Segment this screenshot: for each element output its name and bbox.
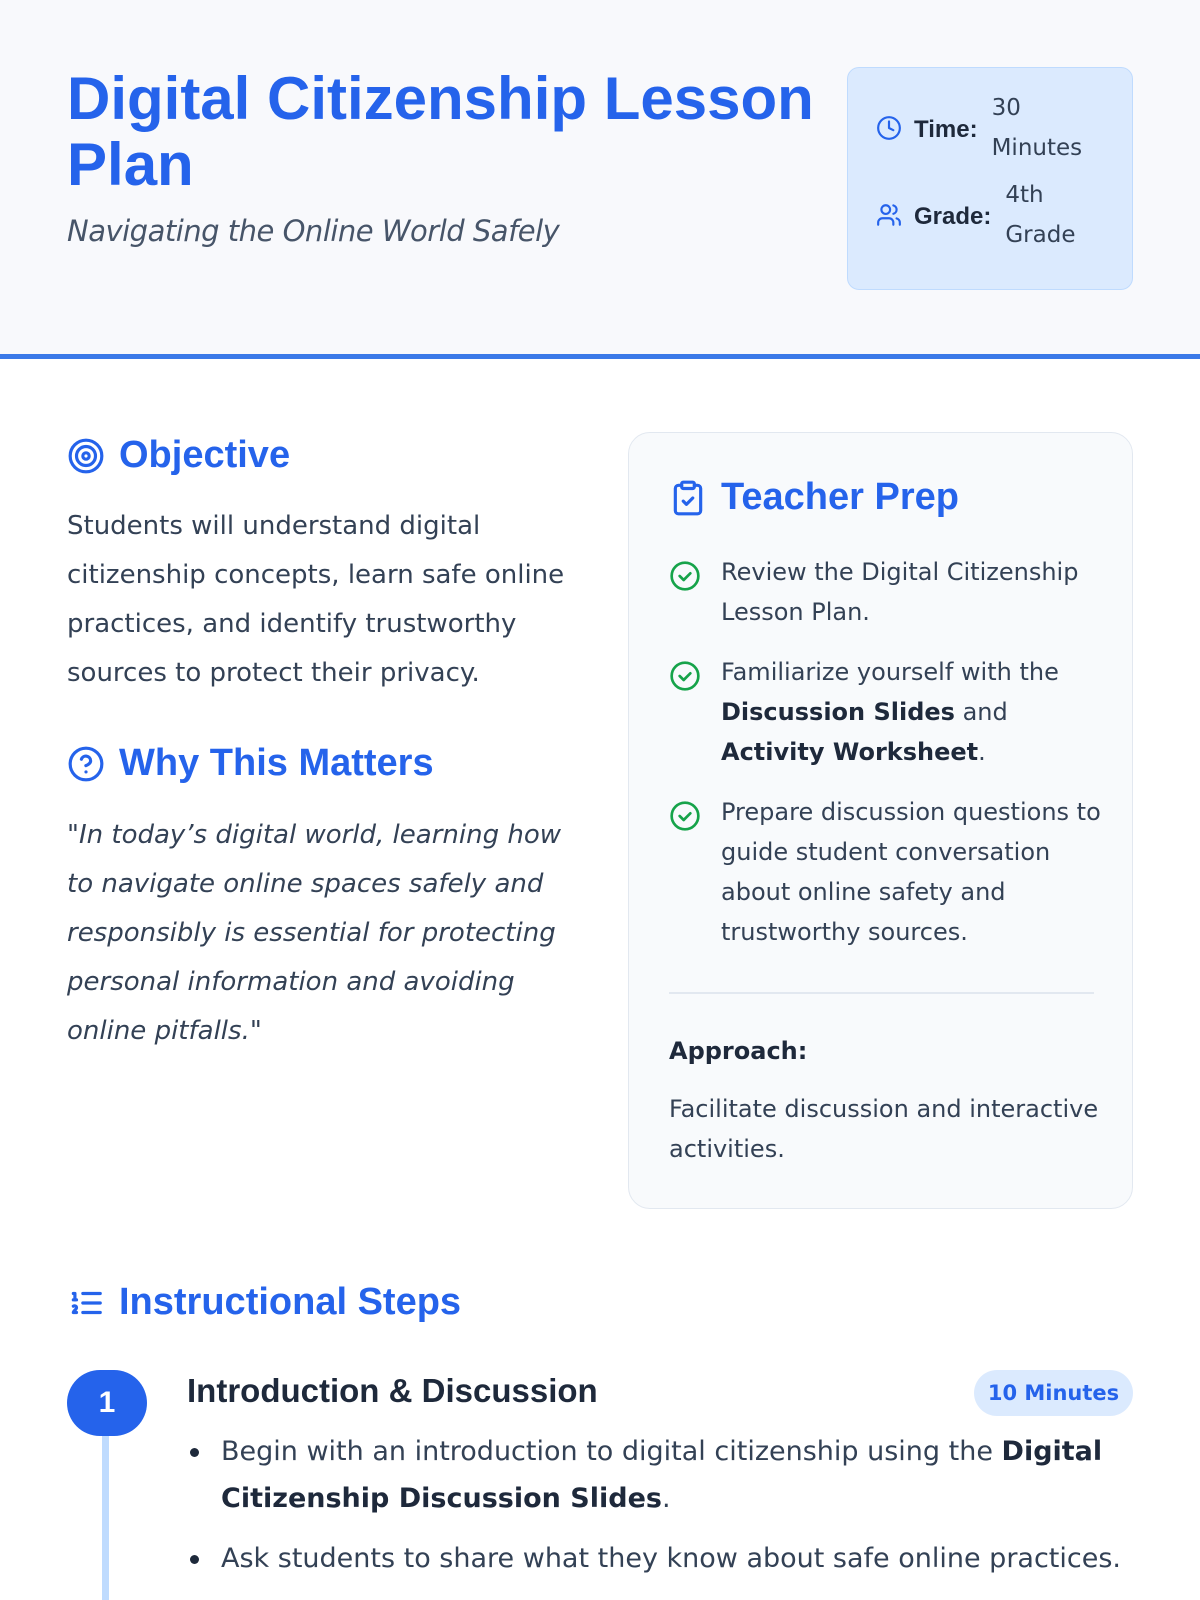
grade-label: Grade: xyxy=(914,203,992,230)
prep-item-text: Prepare discussion questions to guide student conversation about online safety and trustworthy sources. xyxy=(721,798,1101,946)
prep-item xyxy=(669,552,1109,632)
discussion-slides-ref: Digital Citizenship Discussion Slides xyxy=(221,1436,1103,1514)
step-timeline xyxy=(102,1430,109,1600)
check-circle-icon xyxy=(669,660,701,692)
approach-label: Approach: xyxy=(669,1037,808,1065)
teacher-prep-card xyxy=(628,432,1133,1209)
step-bullet: Begin with an introduction to digital citizenship using the Digital Citizenship Discussion Slides. xyxy=(187,1428,1133,1522)
page-title: Digital Citizenship Lesson Plan xyxy=(67,65,814,198)
check-circle-icon xyxy=(669,560,701,592)
step-duration-badge: 10 Minutes xyxy=(974,1370,1133,1416)
check-circle-icon xyxy=(669,800,701,832)
activity-worksheet-label: Activity Worksheet xyxy=(721,738,979,766)
why-heading xyxy=(67,742,434,785)
prep-divider xyxy=(669,992,1094,994)
step-bullet: Ask students to share what they know about safe online practices. xyxy=(187,1535,1133,1582)
prep-item xyxy=(669,652,1109,772)
time-value: 30 Minutes xyxy=(991,95,1083,161)
step-bullet-list xyxy=(187,1428,1133,1595)
step-number: 1 xyxy=(67,1370,147,1436)
list-ordered-icon xyxy=(67,1284,105,1322)
approach-text: Facilitate discussion and interactive activities. xyxy=(669,1095,1099,1163)
users-icon xyxy=(876,202,902,228)
clock-icon xyxy=(876,115,902,141)
lesson-header xyxy=(0,0,1200,359)
grade-value: 4th Grade xyxy=(1005,182,1076,248)
steps-heading xyxy=(67,1281,461,1324)
target-icon xyxy=(67,437,105,475)
why-quote: "In today’s digital world, learning how to navigate online spaces safely and responsibly is essential for protecting personal information and avoiding online pitfalls." xyxy=(67,820,561,1046)
prep-item-text: Review the Digital Citizenship Lesson Plan. xyxy=(721,558,1079,626)
discussion-slides-label: Discussion Slides xyxy=(721,698,955,726)
objective-heading xyxy=(67,434,290,477)
teacher-prep-heading-text: Teacher Prep xyxy=(721,476,959,518)
objective-heading-text: Objective xyxy=(119,434,291,476)
grade-row xyxy=(876,175,1115,255)
time-row xyxy=(876,88,1102,168)
why-heading-text: Why This Matters xyxy=(119,742,434,784)
objective-text: Students will understand digital citizenship concepts, learn safe online practices, and identify trustworthy sources to protect their privacy. xyxy=(67,511,565,688)
clipboard-check-icon xyxy=(669,479,707,517)
prep-item-text: Familiarize yourself with the Discussion Slides and Activity Worksheet. xyxy=(721,658,1059,766)
help-circle-icon xyxy=(67,745,105,783)
lesson-meta-box xyxy=(847,67,1133,290)
steps-heading-text: Instructional Steps xyxy=(119,1281,462,1323)
page-subtitle: Navigating the Online World Safely xyxy=(67,214,560,248)
teacher-prep-heading xyxy=(669,476,959,519)
prep-item xyxy=(669,792,1109,952)
time-label: Time: xyxy=(914,116,978,143)
step-title: Introduction & Discussion xyxy=(187,1372,598,1409)
